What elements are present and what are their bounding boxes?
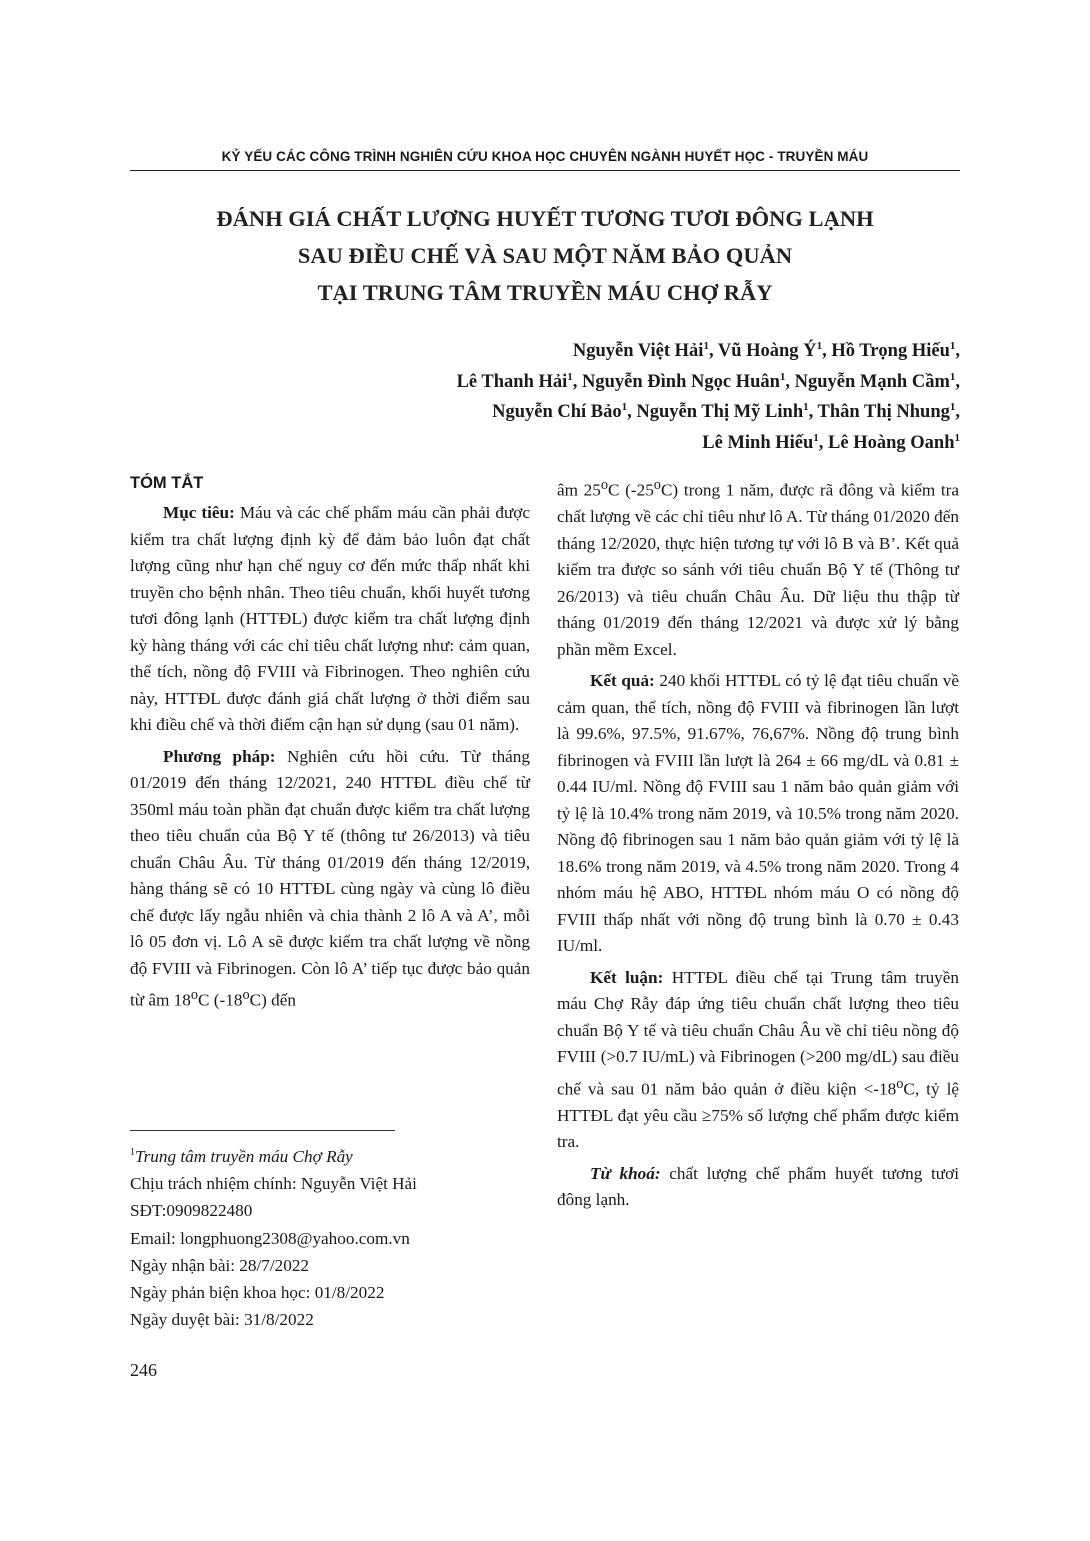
footnote-line: SĐT:0909822480 (130, 1201, 253, 1221)
affiliation-mark: 1 (813, 431, 819, 444)
affiliation-mark: 1 (949, 401, 956, 413)
method-continuation (557, 472, 959, 663)
author-list (260, 336, 960, 458)
affiliation-mark: 1 (779, 370, 786, 383)
method-text: C) trong 1 năm, được rã đông và kiểm tra chất lượng về các chỉ tiêu như lô A. Từ tháng 01/2020 đến tháng 12/2020, thực hiện tương tự với lô B và B’. Kết quả kiểm tra được so sánh với tiêu chuẩn Bộ Y tế (Thông tư 26/2013) và tiêu chuẩn Châu Âu. Dữ liệu thu thập từ tháng 01/2019 đến tháng 12/2021 và được xử lý bằng phần mềm Excel. (557, 480, 959, 659)
conclusion-text: C, tỷ lệ HTTĐL đạt yêu cầu ≥75% số lượng chế phẩm được kiểm tra. (557, 1079, 959, 1152)
author-name: Nguyễn Việt Hải (572, 341, 704, 361)
author-line: Nguyễn Chí Bảo$^1$, Nguyễn Thị Mỹ Linh$^1$, Thân Thị Nhung$^1$, (492, 401, 960, 422)
affiliation-text: Trung tâm truyền máu Chợ Rẫy (135, 1147, 353, 1166)
conclusion-text: HTTĐL điều chế tại Trung tâm truyền máu Chợ Rẫy đáp ứng tiêu chuẩn chất lượng theo tiêu chuẩn Bộ Y tế và tiêu chuẩn Châu Âu về chỉ tiêu nồng độ FVIII (>0.7 IU/mL) và Fibrinogen (>200 mg/dL) sau điều chế và sau 01 năm bảo quản ở điều kiện <-18 (557, 967, 959, 1099)
affiliation-mark: 1 (803, 401, 809, 413)
degree-mark: o (896, 1075, 904, 1092)
running-header: KỶ YẾU CÁC CÔNG TRÌNH NGHIÊN CỨU KHOA HỌC CHUYÊN NGÀNH HUYẾT HỌC - TRUYỀN MÁU (221, 149, 869, 164)
affiliation-mark: 1 (567, 370, 573, 383)
result-paragraph (557, 668, 959, 960)
degree-mark: o (653, 477, 661, 493)
affiliation-mark: 1 (703, 340, 709, 352)
title-line: SAU ĐIỀU CHẾ VÀ SAU MỘT NĂM BẢO QUẢN (297, 243, 793, 268)
method-paragraph (130, 744, 530, 1015)
footnote-line: Chịu trách nhiệm chính: Nguyễn Việt Hải (130, 1174, 417, 1194)
degree-mark: o (190, 987, 199, 1003)
method-text: C) đến (249, 990, 296, 1010)
page-number: 246 (130, 1360, 157, 1380)
header-rule (130, 170, 960, 171)
keywords-label: Từ khoá: (590, 1163, 661, 1183)
author-name: Nguyễn Thị Mỹ Linh (636, 402, 804, 422)
method-text: Nghiên cứu hồi cứu. Từ tháng 01/2019 đến tháng 12/2021, 240 HTTĐL điều chế từ 350ml máu toàn phần đạt chuẩn được kiểm tra chất lượng theo tiêu chuẩn của Bộ Y tế (thông tư 26/2013) và tiêu chuẩn Châu Âu. Từ tháng 01/2019 đến tháng 12/2019, hàng tháng sẽ có 10 HTTĐL cùng ngày và cùng lô điều chế được lấy ngẫu nhiên và chia thành 2 lô A và A’, mỗi lô 05 đơn vị. Lô A sẽ được kiểm tra chất lượng về nồng độ FVIII và Fibrinogen. Còn lô A’ tiếp tục được bảo quản từ âm 18 (130, 746, 530, 1010)
footnote-line: Ngày nhận bài: 28/7/2022 (130, 1255, 310, 1275)
method-text: âm 25 (557, 480, 601, 500)
degree-mark: o (600, 477, 609, 493)
method-text: C (-25 (608, 480, 654, 500)
abstract-heading: TÓM TẮT (130, 474, 204, 492)
author-name: Lê Hoàng Oanh (828, 432, 955, 453)
author-line: Nguyễn Việt Hải$^1$, Vũ Hoàng $Ý^1$, Hồ Trọng Hiếu$^1$, (572, 340, 960, 361)
author-name: Nguyễn Mạnh Cầm (794, 371, 950, 392)
method-text: C (-18 (198, 990, 243, 1010)
result-text: 240 khối HTTĐL có tỷ lệ đạt tiêu chuẩn về cảm quan, thể tích, nồng độ FVIII và fibrinogen lần lượt là 99.6%, 97.5%, 91.67%, 76,67%. Nồng độ trung bình fibrinogen và FVIII lần lượt là 264 ± 66 mg/dL và 0.81 ± 0.44 IU/ml. Nồng độ FVIII sau 1 năm bảo quản giảm với tỷ lệ là 10.4% trong năm 2019, và 10.5% trong năm 2020. Nồng độ fibrinogen sau 1 năm bảo quản giảm với tỷ lệ là 18.6% trong năm 2019, và 4.5% trong năm 2020. Trong 4 nhóm máu hệ ABO, HTTĐL nhóm máu O có nồng độ FVIII thấp nhất với nồng độ trung bình là 0.70 ± 0.43 IU/ml. (557, 671, 960, 956)
author-line: Lê Thanh Hải$^1$, Nguyễn Đình Ngọc Huân$^1$, Nguyễn Mạnh Cầm$^1$, (456, 370, 960, 392)
footnote-line: Ngày duyệt bài: 31/8/2022 (130, 1310, 314, 1330)
affiliation-mark: 1 (949, 370, 956, 383)
affiliation-mark: 1 (816, 340, 823, 352)
footnote-line: Ngày phản biện khoa học: 01/8/2022 (130, 1283, 385, 1303)
objective-paragraph (130, 500, 530, 739)
affiliation-mark: 1 (621, 401, 628, 413)
author-name: Lê Thanh Hải (456, 371, 568, 392)
conclusion-label: Kết luận: (590, 967, 664, 987)
keywords-paragraph (557, 1161, 959, 1214)
author-name: Nguyễn Chí Bảo (492, 402, 622, 422)
author-name: Vũ Hoàng Ý (717, 341, 817, 361)
paper-title (130, 200, 960, 311)
degree-mark: o (242, 987, 250, 1003)
objective-label: Mục tiêu: (163, 503, 235, 522)
title-line: ĐÁNH GIÁ CHẤT LƯỢNG HUYẾT TƯƠNG TƯƠI ĐÔNG LẠNH (216, 206, 874, 231)
affiliation-mark: 1 (949, 340, 956, 352)
footnote-email: Email: longphuong2308@yahoo.com.vn (130, 1228, 410, 1248)
result-label: Kết quả: (590, 671, 655, 691)
right-column (557, 472, 959, 1219)
affiliation-mark: 1 (954, 431, 960, 444)
footnote-rule (130, 1130, 395, 1131)
method-label: Phương pháp: (163, 746, 276, 766)
objective-text: Máu và các chế phẩm máu cần phải được kiểm tra chất lượng định kỳ để đảm bảo luôn đạt chất lượng cũng như hạn chế nguy cơ đến mức thấp nhất khi truyền cho bệnh nhân. Theo tiêu chuẩn, khối huyết tương tươi đông lạnh (HTTĐL) được kiểm tra chất lượng định kỳ hàng tháng với các chỉ tiêu chất lượng như: cảm quan, thể tích, nồng độ FVIII và Fibrinogen. Theo nghiên cứu này, HTTĐL được đánh giá chất lượng ở thời điểm sau khi điều chế và thời điểm cận hạn sử dụng (sau 01 năm). (130, 503, 531, 734)
author-line: Lê Minh Hiếu$^1$, Lê Hoàng Oanh$^1$ (702, 431, 960, 453)
title-line: TẠI TRUNG TÂM TRUYỀN MÁU CHỢ RẪY (317, 280, 773, 305)
author-name: Lê Minh Hiếu (702, 432, 814, 453)
affiliation-mark: 1 (130, 1147, 135, 1158)
footnote-affiliation (130, 1143, 530, 1170)
conclusion-paragraph (557, 965, 959, 1156)
keywords-text: chất lượng chế phẩm huyết tương tươi đông lạnh. (557, 1163, 959, 1210)
left-column (130, 470, 530, 1019)
footnotes (130, 1143, 530, 1333)
author-name: Nguyễn Đình Ngọc Huân (582, 371, 780, 392)
author-name: Thân Thị Nhung (817, 402, 950, 422)
author-name: Hồ Trọng Hiếu (831, 341, 950, 361)
